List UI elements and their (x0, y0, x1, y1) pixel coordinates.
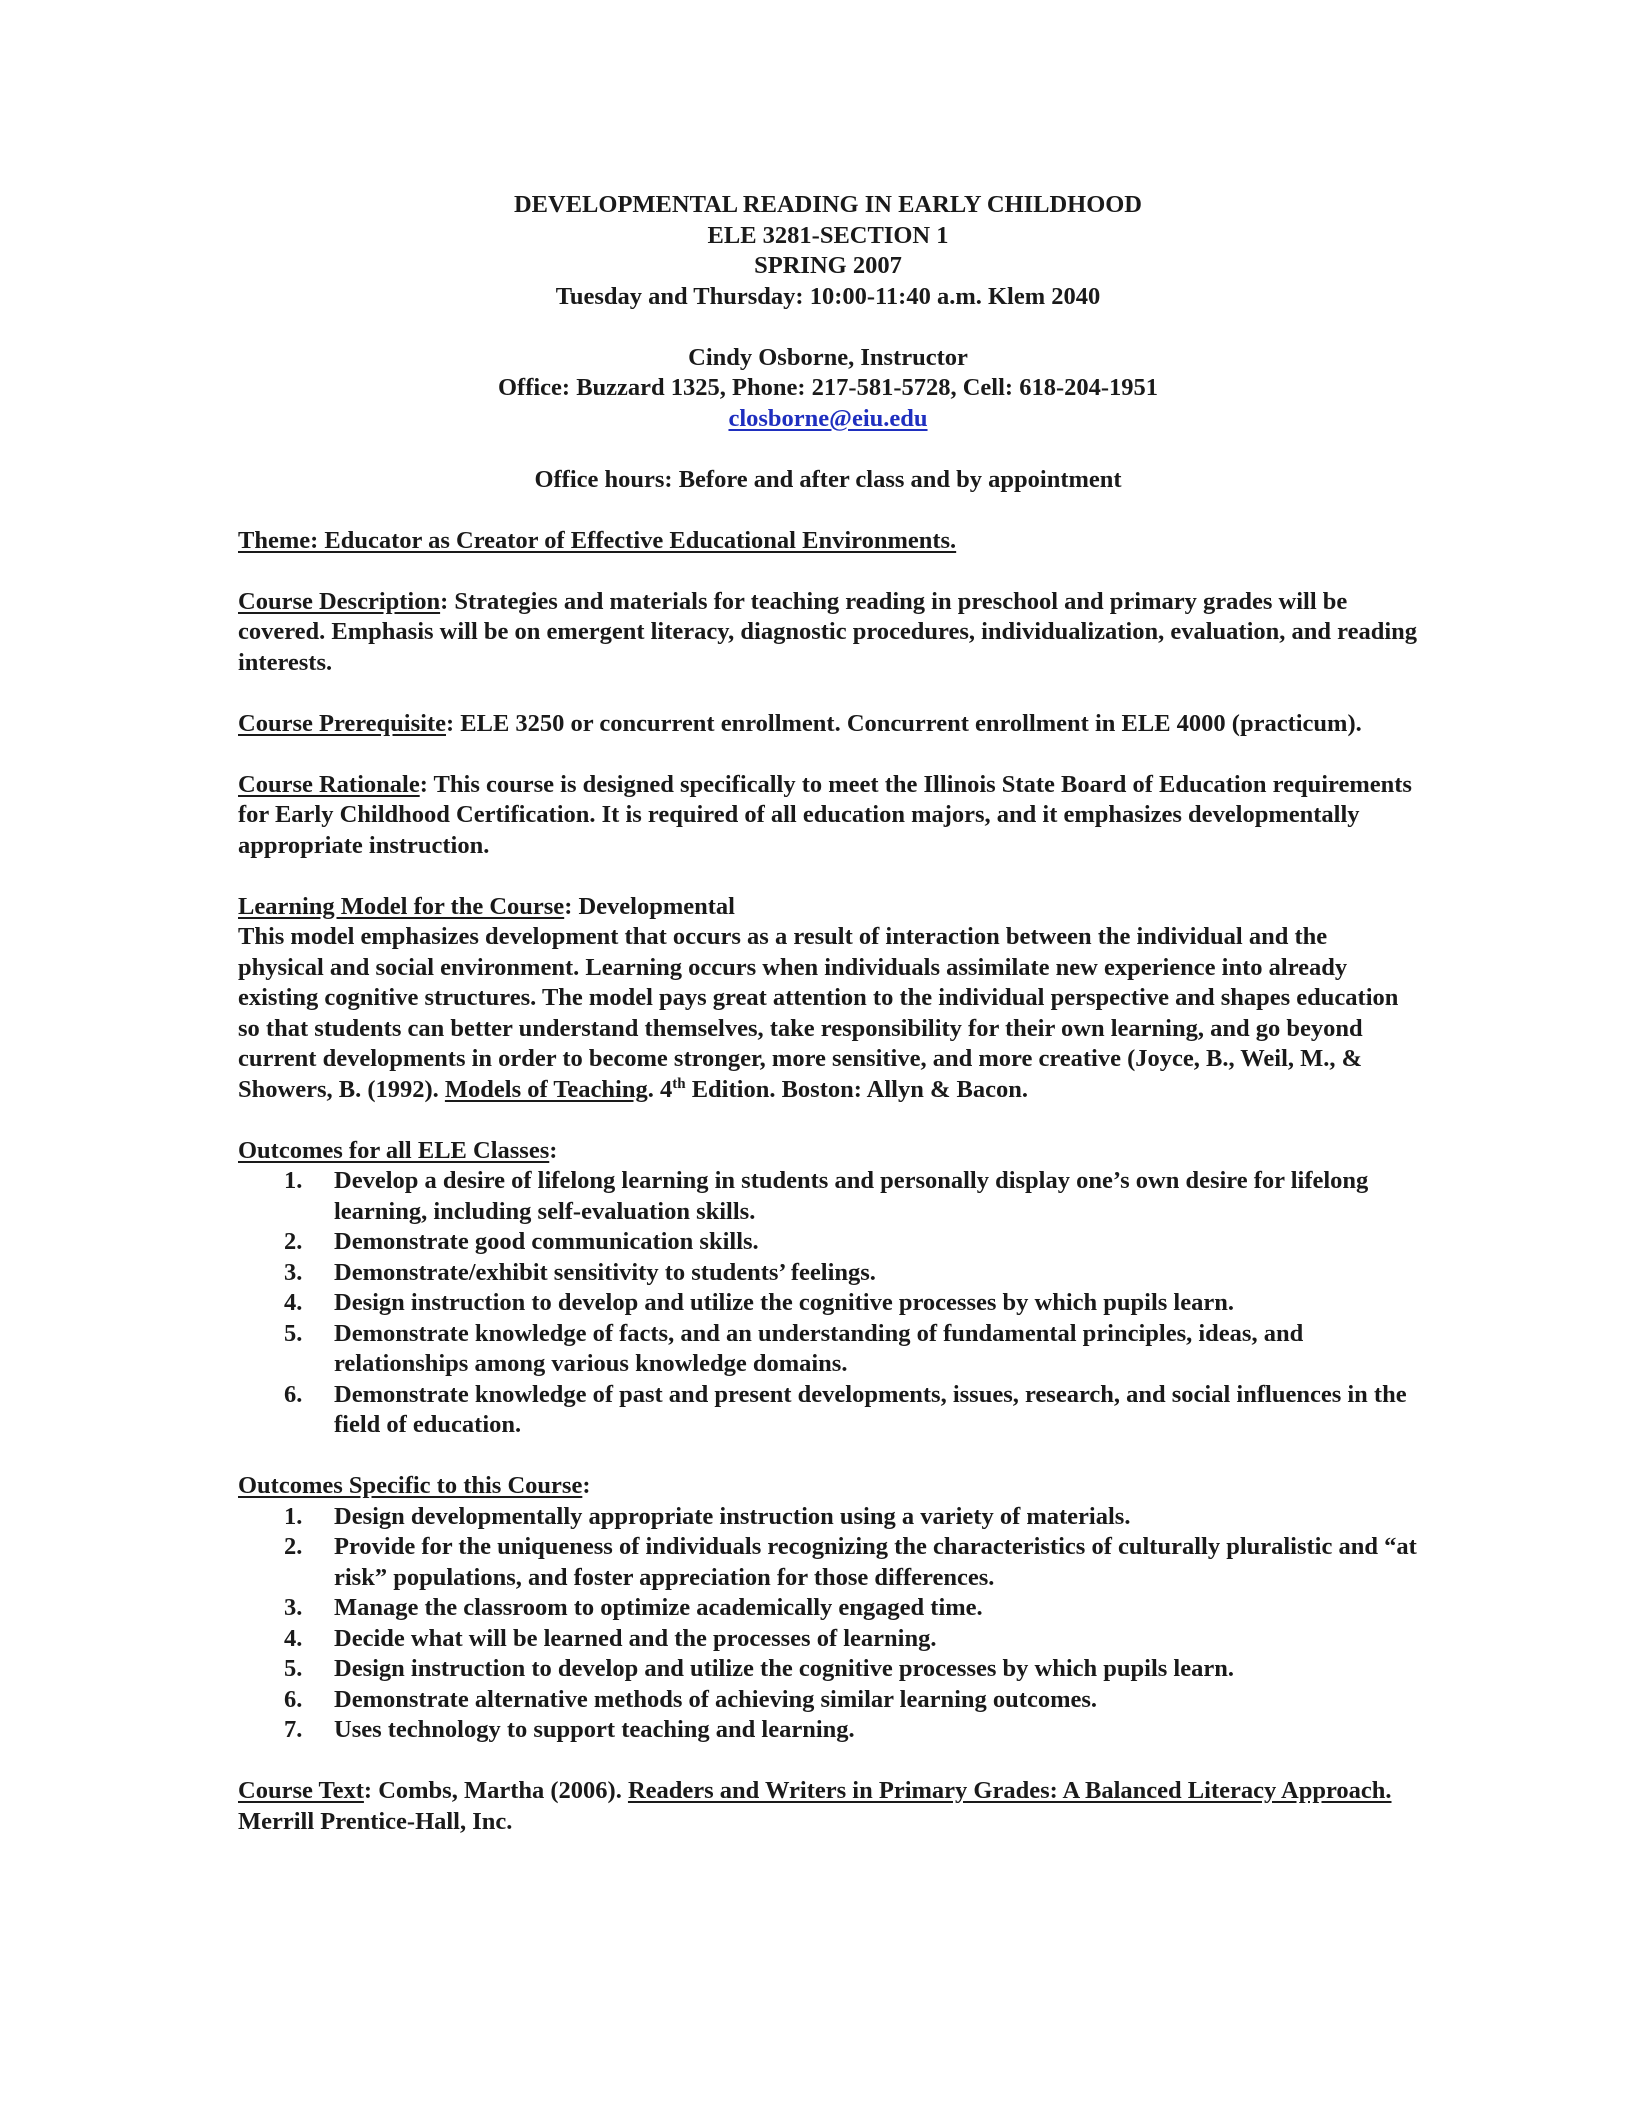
theme-text: Theme: Educator as Creator of Effective Educational Environments. (238, 526, 957, 554)
outcomes-course-label: Outcomes Specific to this Course (238, 1472, 583, 1499)
list-item (238, 1258, 1418, 1289)
outcomes-all-heading (238, 1136, 1418, 1167)
list-item-number: 4. (284, 1289, 303, 1316)
outcomes-all-colon: : (549, 1136, 558, 1164)
list-item-text: Design developmentally appropriate instruction using a variety of materials. (334, 1502, 1131, 1530)
list-item (238, 1502, 1418, 1533)
course-description-label: Course Description (238, 587, 441, 615)
list-item-text: Demonstrate good communication skills. (334, 1228, 759, 1255)
list-item-text: Demonstrate alternative methods of achieving similar learning outcomes. (334, 1685, 1098, 1713)
course-code: ELE 3281-SECTION 1 (707, 221, 949, 249)
list-item-number: 3. (284, 1594, 303, 1621)
list-item (238, 1624, 1418, 1655)
instructor-email-link[interactable]: closborne@eiu.edu (728, 404, 928, 432)
outcomes-course-list (238, 1502, 1418, 1746)
outcomes-course-colon: : (582, 1472, 591, 1499)
list-item-text: Develop a desire of lifelong learning in students and personally display one’s own desire for lifelong learning, including self-evaluation skills. (334, 1167, 1369, 1225)
learning-model-label: Learning Model for the Course (238, 892, 565, 920)
list-item (238, 1654, 1418, 1685)
list-item-number: 6. (284, 1380, 303, 1408)
outcomes-course-heading (238, 1471, 1418, 1502)
list-item-number: 5. (284, 1319, 303, 1347)
schedule: Tuesday and Thursday: 10:00-11:40 a.m. Klem 2040 (555, 282, 1101, 310)
learning-model-edition-post: Edition. Boston: Allyn & Bacon. (685, 1075, 1028, 1103)
list-item-number: 4. (284, 1624, 303, 1652)
course-prerequisite-text: : ELE 3250 or concurrent enrollment. Concurrent enrollment in ELE 4000 (practicum). (446, 709, 1362, 737)
outcomes-all-list (238, 1166, 1418, 1441)
theme-section (238, 526, 1418, 557)
list-item (238, 1288, 1418, 1319)
term: SPRING 2007 (754, 252, 902, 279)
course-text-section (238, 1776, 1418, 1837)
learning-model-body (238, 922, 1418, 1105)
learning-model-heading (238, 892, 1418, 923)
list-item-number: 1. (284, 1502, 303, 1530)
learning-model-edition-pre: . 4 (647, 1075, 673, 1103)
list-item (238, 1227, 1418, 1258)
office-hours: Office hours: Before and after class and by appointment (534, 465, 1122, 493)
list-item (238, 1319, 1418, 1380)
list-item-text: Demonstrate knowledge of facts, and an understanding of fundamental principles, ideas, and relationships among various knowledge domains. (334, 1319, 1304, 1377)
course-rationale-text: : This course is designed specifically to meet the Illinois State Board of Education requirements for Early Childhood Certification. It is required of all education majors, and it emphasizes developmentally appropriate instruction. (238, 770, 1412, 859)
learning-model-book-title: Models of Teaching (444, 1075, 648, 1103)
instructor-name: Cindy Osborne, Instructor (688, 343, 968, 371)
list-item-text: Provide for the uniqueness of individuals recognizing the characteristics of culturally pluralistic and “at risk” populations, and foster appreciation for those differences. (334, 1533, 1417, 1591)
list-item-text: Decide what will be learned and the processes of learning. (334, 1624, 937, 1652)
course-text-label: Course Text (238, 1777, 364, 1804)
list-item-text: Design instruction to develop and utilize the cognitive processes by which pupils learn. (334, 1289, 1234, 1316)
course-rationale-section (238, 770, 1418, 862)
list-item (238, 1532, 1418, 1593)
learning-model-text: This model emphasizes development that occurs as a result of interaction between the individual and the physical and social environment. Learning occurs when individuals assimilate new experience into already existing cognitive structures. The model pays great attention to the individual perspective and shapes education so that students can better understand themselves, take responsibility for their own learning, and go beyond current developments in order to become stronger, more sensitive, and more creative (Joyce, B., Weil, M., & Showers, B. (1992). (238, 923, 1399, 1103)
list-item-number: 5. (284, 1655, 303, 1682)
course-prerequisite-label: Course Prerequisite (238, 709, 446, 737)
list-item (238, 1685, 1418, 1716)
list-item-number: 1. (284, 1167, 303, 1194)
course-rationale-label: Course Rationale (238, 770, 420, 798)
outcomes-all-label: Outcomes for all ELE Classes (238, 1136, 550, 1164)
list-item-text: Demonstrate knowledge of past and present developments, issues, research, and social influences in the field of education. (334, 1380, 1407, 1438)
list-item (238, 1593, 1418, 1624)
list-item-text: Manage the classroom to optimize academically engaged time. (334, 1594, 983, 1621)
list-item-number: 7. (284, 1716, 303, 1743)
course-description-section (238, 587, 1418, 679)
syllabus-page (238, 190, 1418, 1837)
list-item-text: Demonstrate/exhibit sensitivity to students’ feelings. (334, 1258, 876, 1286)
course-description-text: : Strategies and materials for teaching reading in preschool and primary grades will be covered. Emphasis will be on emergent literacy, diagnostic procedures, individualization, evaluation, and reading interests. (238, 587, 1418, 676)
course-title: DEVELOPMENTAL READING IN EARLY CHILDHOOD (513, 191, 1143, 218)
learning-model-value: : Developmental (564, 892, 735, 920)
list-item-text: Design instruction to develop and utilize the cognitive processes by which pupils learn. (334, 1655, 1234, 1682)
course-prerequisite-section (238, 709, 1418, 740)
course-text-title: Readers and Writers in Primary Grades: A Balanced Literacy Approach. (627, 1777, 1392, 1804)
list-item (238, 1380, 1418, 1441)
list-item-number: 2. (284, 1533, 303, 1560)
list-item-number: 2. (284, 1228, 303, 1255)
course-text-author: : Combs, Martha (2006). (363, 1777, 628, 1804)
list-item (238, 1715, 1418, 1746)
list-item-number: 3. (284, 1258, 303, 1286)
course-text-publisher: Merrill Prentice-Hall, Inc. (238, 1807, 513, 1835)
list-item-text: Uses technology to support teaching and learning. (334, 1716, 855, 1743)
list-item-number: 6. (284, 1685, 303, 1713)
course-header (238, 190, 1418, 495)
list-item (238, 1166, 1418, 1227)
learning-model-edition-sup: th (672, 1075, 686, 1092)
office-info: Office: Buzzard 1325, Phone: 217-581-5728, Cell: 618-204-1951 (497, 374, 1159, 401)
